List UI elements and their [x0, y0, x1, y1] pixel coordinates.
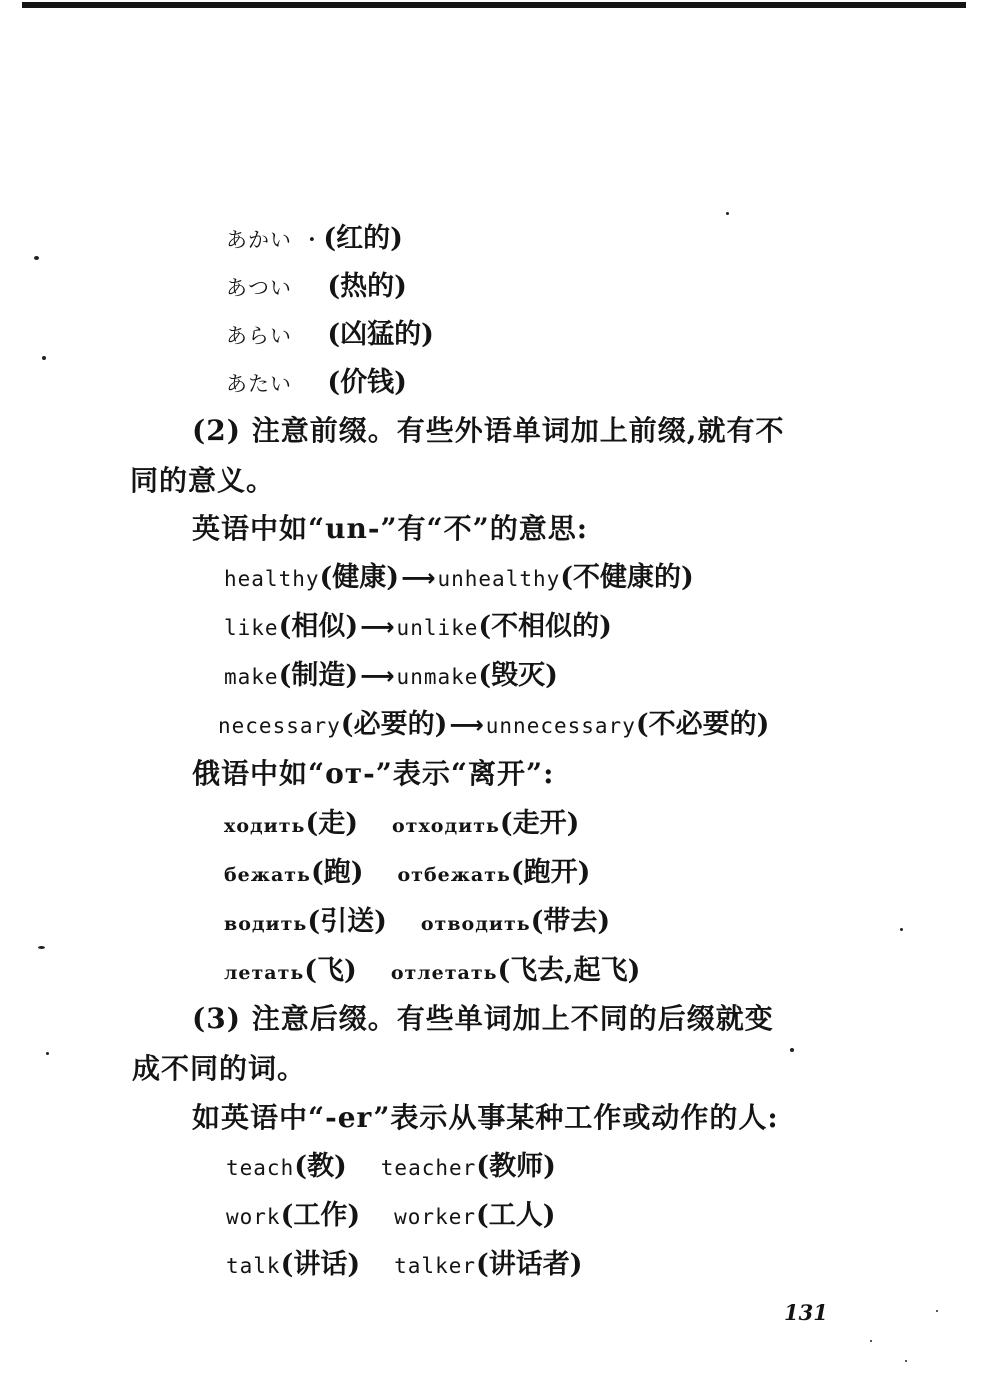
en-suffix-example-1 [226, 1150, 556, 1185]
prefix-paragraph-line-1: (2) 注意前缀。有些外语单词加上前缀,就有不 [192, 414, 785, 447]
jp-example-4 [226, 366, 407, 401]
english-suffix-intro: 如英语中“-er”表示从事某种工作或动作的人: [192, 1101, 779, 1134]
en-prefix-example-1 [224, 561, 694, 596]
ru-prefix-example-1 [224, 807, 579, 843]
derived-word: отходить [392, 815, 500, 837]
jp-word: あらい [226, 324, 292, 348]
scan-speck [46, 1052, 49, 1055]
arrow-icon: ⟶ [449, 711, 484, 739]
jp-word: あつい [226, 276, 292, 300]
derived-meaning: (飞去,起飞) [497, 955, 641, 986]
derived-meaning: (跑开) [510, 857, 591, 888]
base-word: necessary [218, 714, 341, 738]
derived-meaning: (讲话者) [476, 1249, 583, 1280]
base-word: healthy [224, 567, 320, 591]
base-meaning: (教) [294, 1151, 347, 1182]
base-word: talk [226, 1254, 281, 1278]
jp-meaning: (凶猛的) [327, 319, 434, 350]
base-meaning: (跑) [310, 857, 364, 888]
arrow-icon: ⟶ [401, 564, 436, 592]
jp-example-1 [226, 222, 403, 257]
scan-speck [790, 1048, 794, 1052]
scan-speck [38, 946, 45, 949]
derived-word: отбежать [397, 864, 511, 886]
derived-meaning: (走开) [499, 808, 580, 839]
top-border-rule [22, 2, 966, 8]
derived-meaning: (带去) [530, 906, 611, 937]
jp-example-3 [226, 318, 434, 353]
page-number: 131 [784, 1300, 828, 1325]
scan-speck [936, 1310, 938, 1312]
en-suffix-example-3 [226, 1248, 583, 1283]
en-suffix-example-2 [226, 1199, 556, 1234]
prefix-paragraph-line-2: 同的意义。 [130, 464, 276, 497]
base-word: teach [226, 1156, 295, 1180]
arrow-icon: ⟶ [360, 662, 395, 690]
arrow-icon: ⟶ [360, 613, 395, 641]
base-meaning: (相似) [278, 611, 359, 642]
ru-prefix-example-3 [224, 905, 610, 941]
derived-word: unnecessary [485, 714, 636, 738]
derived-word: unmake [396, 665, 479, 689]
en-prefix-example-3 [224, 659, 558, 694]
derived-word: unlike [396, 616, 479, 640]
base-word: ходить [224, 815, 306, 837]
jp-word: あかい [226, 228, 292, 252]
derived-meaning: (不健康的) [560, 562, 694, 593]
jp-meaning: (热的) [327, 271, 407, 302]
base-word: work [226, 1205, 281, 1229]
base-word: летать [224, 962, 305, 984]
derived-word: worker [394, 1205, 476, 1229]
base-meaning: (引送) [307, 906, 387, 937]
russian-prefix-intro: 俄语中如“от-”表示“离开”: [192, 757, 555, 790]
ru-prefix-example-2 [224, 856, 590, 892]
derived-meaning: (毁灭) [478, 660, 558, 691]
derived-meaning: (教师) [476, 1151, 556, 1182]
jp-meaning: (价钱) [327, 367, 407, 398]
base-meaning: (飞) [304, 955, 357, 986]
jp-separator: ・ [301, 228, 324, 252]
base-word: make [224, 665, 279, 689]
derived-meaning: (不相似的) [478, 611, 612, 642]
english-prefix-intro: 英语中如“un-”有“不”的意思: [192, 512, 589, 545]
suffix-paragraph-line-2: 成不同的词。 [132, 1052, 307, 1085]
scan-speck [900, 928, 903, 931]
base-meaning: (健康) [319, 562, 400, 593]
jp-example-2 [226, 270, 407, 305]
base-word: водить [224, 913, 308, 935]
derived-meaning: (工人) [476, 1200, 556, 1231]
base-meaning: (必要的) [340, 709, 448, 740]
derived-word: unhealthy [437, 567, 561, 591]
scan-speck [726, 212, 729, 215]
scan-speck [34, 256, 39, 260]
derived-word: teacher [380, 1156, 477, 1180]
base-word: бежать [224, 864, 311, 886]
derived-word: отводить [420, 913, 531, 935]
scan-speck [905, 1360, 907, 1362]
base-meaning: (工作) [280, 1200, 361, 1231]
en-prefix-example-4 [218, 708, 769, 743]
scan-speck [42, 356, 46, 360]
base-meaning: (讲话) [280, 1249, 361, 1280]
en-prefix-example-2 [224, 610, 612, 645]
scan-speck [870, 1340, 872, 1342]
derived-meaning: (不必要的) [635, 709, 770, 740]
base-word: like [224, 616, 279, 640]
jp-word: あたい [226, 372, 292, 396]
derived-word: talker [394, 1254, 476, 1278]
jp-meaning: (红的) [323, 223, 403, 254]
derived-word: отлетать [390, 962, 498, 984]
base-meaning: (制造) [278, 660, 359, 691]
base-meaning: (走) [305, 808, 358, 839]
suffix-paragraph-line-1: (3) 注意后缀。有些单词加上不同的后缀就变 [192, 1002, 774, 1035]
ru-prefix-example-4 [224, 954, 640, 990]
